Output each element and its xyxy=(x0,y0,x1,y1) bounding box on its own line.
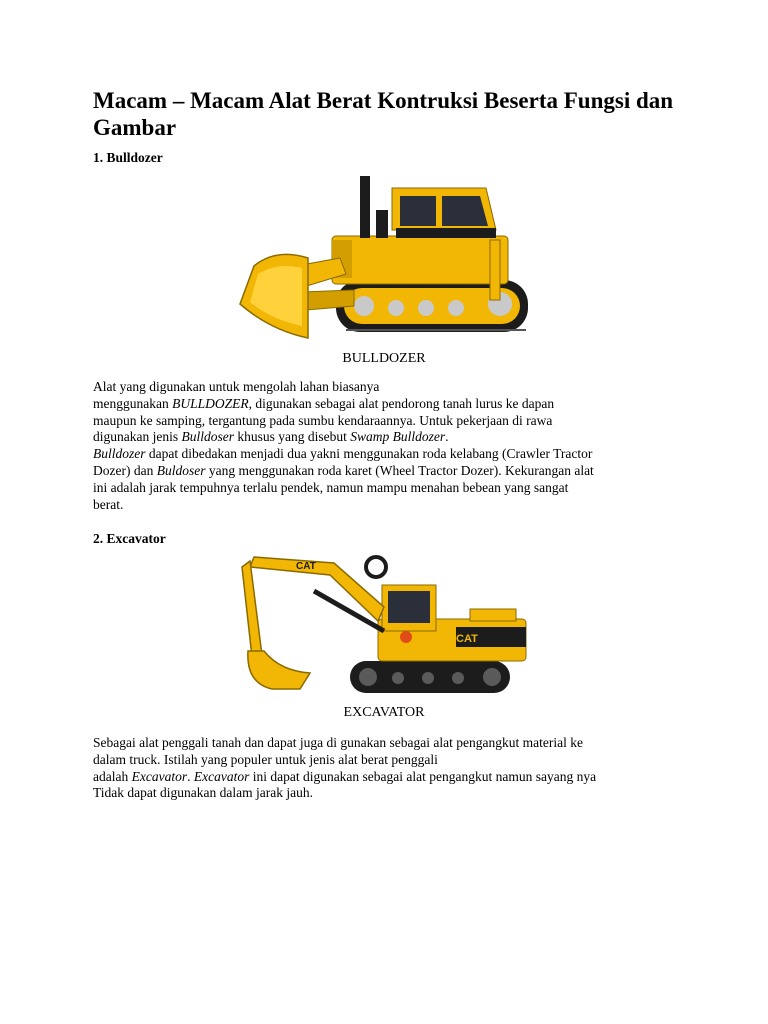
cat-logo-text: CAT xyxy=(456,633,478,645)
page-title: Macam – Macam Alat Berat Kontruksi Beserta Fungsi dan Gambar xyxy=(93,88,674,140)
excavator-icon xyxy=(242,557,526,693)
cat-boom-text: CAT xyxy=(296,561,316,572)
caption-bulldozer: BULLDOZER xyxy=(342,351,426,366)
text-line: adalah Excavator. Excavator ini dapat digunakan sebagai alat pengangkut namun sayang nya xyxy=(93,768,597,784)
paragraph-bulldozer xyxy=(93,379,683,513)
text-line: Bulldozer dapat dibedakan menjadi dua yakni menggunakan roda kelabang (Crawler Tractor xyxy=(93,446,593,462)
text-line: maupun ke samping, tergantung pada sumbu kendaraannya. Untuk pekerjaan di rawa xyxy=(93,412,553,428)
text-line: Dozer) dan Buldoser yang menggunakan roda karet (Wheel Tractor Dozer). Kekurangan alat xyxy=(93,462,594,478)
text-line: ini adalah jarak tempuhnya terlalu pendek, namun mampu menahan bebean yang sangat xyxy=(93,479,569,495)
text-line: Alat yang digunakan untuk mengolah lahan biasanya xyxy=(93,379,380,394)
caption-excavator: EXCAVATOR xyxy=(343,705,425,720)
paragraph-excavator xyxy=(93,735,683,802)
text-line: berat. xyxy=(93,496,124,512)
text-line: Tidak dapat digunakan dalam jarak jauh. xyxy=(93,785,313,801)
section-heading-excavator: 2. Excavator xyxy=(93,531,166,546)
text-line: digunakan jenis Bulldoser khusus yang disebut Swamp Bulldozer. xyxy=(93,429,449,445)
text-line: dalam truck. Istilah yang populer untuk jenis alat berat penggali xyxy=(93,751,438,767)
text-line: menggunakan BULLDOZER, digunakan sebagai alat pendorong tanah lurus ke dapan xyxy=(93,395,555,411)
bulldozer-icon xyxy=(240,176,528,338)
text-line: Sebagai alat penggali tanah dan dapat juga di gunakan sebagai alat pengangkut material ke xyxy=(93,735,583,750)
section-heading-bulldozer: 1. Bulldozer xyxy=(93,150,163,165)
excavator-image xyxy=(234,547,534,699)
bulldozer-image xyxy=(236,170,532,342)
